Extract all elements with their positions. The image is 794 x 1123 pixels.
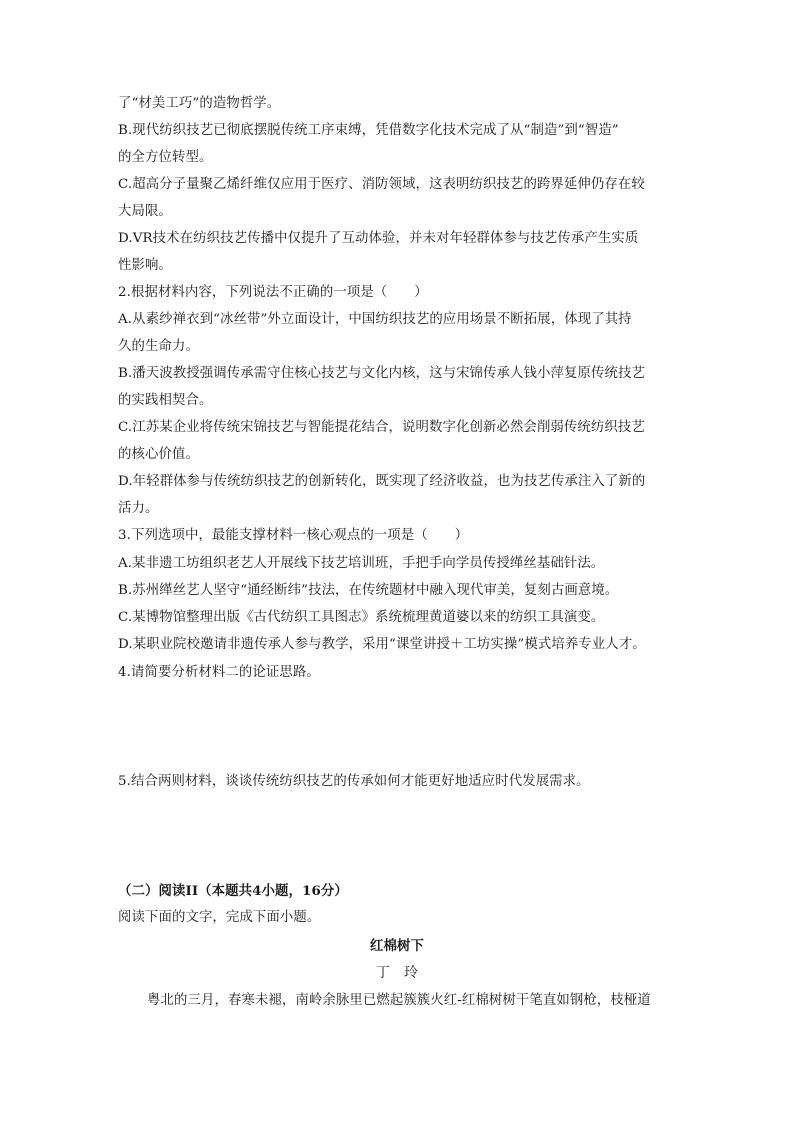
q2-option-c: C.江苏某企业将传统宋锦技艺与智能提花结合，说明数字化创新必然会削弱传统纺织技艺 <box>118 420 645 435</box>
reading-instruction: 阅读下面的文字，完成下面小题。 <box>118 910 321 925</box>
q1-option-d-continuation: 性影响。 <box>118 258 172 273</box>
q5-stem: 5.结合两则材料，谈谈传统纺织技艺的传承如何才能更好地适应时代发展需求。 <box>118 774 590 789</box>
q3-option-d: D.某职业院校邀请非遗传承人参与教学，采用“课堂讲授＋工坊实操”模式培养专业人才。 <box>118 637 646 652</box>
q4-stem: 4.请简要分析材料二的论证思路。 <box>118 665 320 680</box>
q3-option-b: B.苏州缂丝艺人坚守“通经断纬”技法，在传统题材中融入现代审美，复刻古画意境。 <box>118 583 619 598</box>
q2-option-a-continuation: 久的生命力。 <box>118 339 199 354</box>
passage-author: 丁 玲 <box>375 965 419 981</box>
q2-option-d: D.年轻群体参与传统纺织技艺的创新转化，既实现了经济收益，也为技艺传承注入了新的 <box>118 474 646 489</box>
q2-option-b-continuation: 的实践相契合。 <box>118 393 213 408</box>
q2-stem: 2.根据材料内容，下列说法不正确的一项是（ ） <box>118 285 428 300</box>
passage-title: 红棉树下 <box>370 938 424 954</box>
section-heading: （二）阅读II（本题共4小题，16分） <box>118 883 348 899</box>
q2-option-d-continuation: 活力。 <box>118 501 159 516</box>
q3-stem: 3.下列选项中，最能支撑材料一核心观点的一项是（ ） <box>118 528 469 543</box>
option-a-continuation: 了“材美工巧”的造物哲学。 <box>118 96 281 111</box>
q1-option-c-continuation: 大局限。 <box>118 204 172 219</box>
q1-option-b-continuation: 的全方位转型。 <box>118 150 213 165</box>
q2-option-a: A.从素纱禅衣到“冰丝带”外立面设计，中国纺织技艺的应用场景不断拓展，体现了其持 <box>118 312 632 327</box>
q2-option-b: B.潘天波教授强调传承需守住核心技艺与文化内核，这与宋锦传承人钱小萍复原传统技艺 <box>118 366 645 381</box>
q3-option-c: C.某博物馆整理出版《古代纺织工具图志》系统梳理黄道婆以来的纺织工具演变。 <box>118 610 605 625</box>
q2-option-c-continuation: 的核心价值。 <box>118 447 199 462</box>
passage-paragraph: 粤北的三月，春寒未褪，南岭余脉里已燃起簇簇火红-红棉树树干笔直如钢枪，枝桠道 <box>147 993 651 1008</box>
q3-option-a: A.某非遗工坊组织老艺人开展线下技艺培训班，手把手向学员传授缂丝基础针法。 <box>118 556 605 571</box>
q1-option-c: C.超高分子量聚乙烯纤维仅应用于医疗、消防领域，这表明纺织技艺的跨界延伸仍存在较 <box>118 177 645 192</box>
q1-option-b: B.现代纺织技艺已彻底摆脱传统工序束缚，凭借数字化技术完成了从“制造”到“智造” <box>118 123 619 138</box>
q1-option-d: D.VR技术在纺织技艺传播中仅提升了互动体验，并未对年轻群体参与技艺传承产生实质 <box>118 231 639 246</box>
